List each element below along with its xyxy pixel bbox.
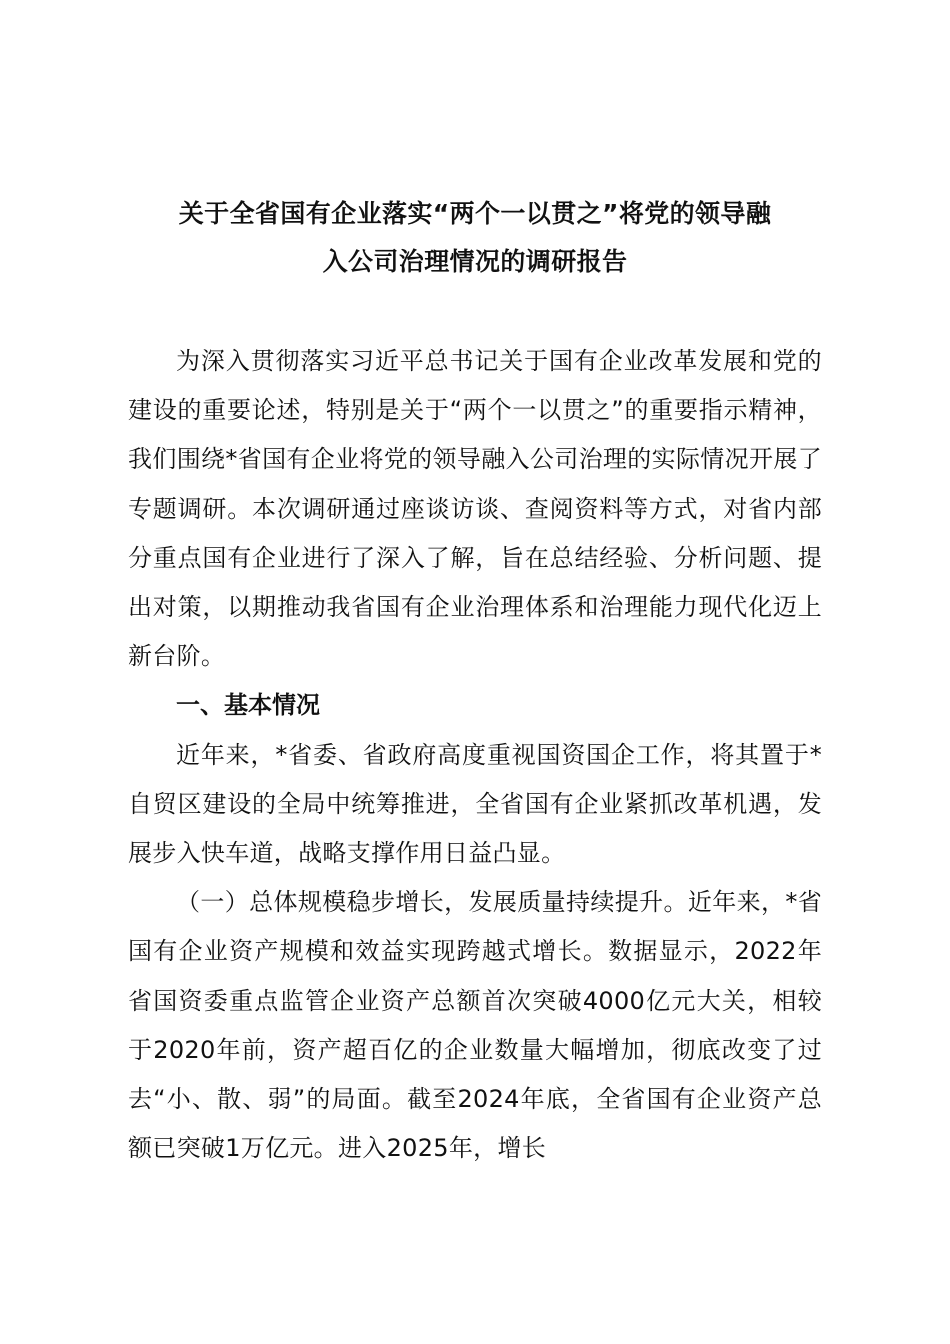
intro-paragraph: 为深入贯彻落实习近平总书记关于国有企业改革发展和党的建设的重要论述，特别是关于“两个一以贯之”的重要指示精神，我们围绕*省国有企业将党的领导融入公司治理的实际情况开展了专题调研。本次调研通过座谈访谈、查阅资料等方式，对省内部分重点国有企业进行了深入了解，旨在总结经验、分析问题、提出对策，以期推动我省国有企业治理体系和治理能力现代化迈上新台阶。 — [128, 347, 822, 671]
document-body — [128, 337, 822, 1173]
section-paragraph: 近年来，*省委、省政府高度重视国资国企工作，将其置于*自贸区建设的全局中统筹推进，全省国有企业紧抓改革机遇，发展步入快车道，战略支撑作用日益凸显。 — [128, 740, 822, 868]
title-line-2: 入公司治理情况的调研报告 — [322, 247, 628, 276]
section-heading-basic-situation: 一、基本情况 — [176, 691, 320, 720]
document-page — [128, 190, 822, 1173]
title-line-1: 关于全省国有企业落实“两个一以贯之”将党的领导融 — [178, 199, 772, 228]
subsection-paragraph: （一）总体规模稳步增长，发展质量持续提升。近年来，*省国有企业资产规模和效益实现跨越式增长。数据显示，2022年省国资委重点监管企业资产总额首次突破4000亿元大关，相较于2020年前，资产超百亿的企业数量大幅增加，彻底改变了过去“小、散、弱”的局面。截至2024年底，全省国有企业资产总额已突破1万亿元。进入2025年，增长 — [128, 888, 822, 1163]
document-title — [128, 190, 822, 286]
